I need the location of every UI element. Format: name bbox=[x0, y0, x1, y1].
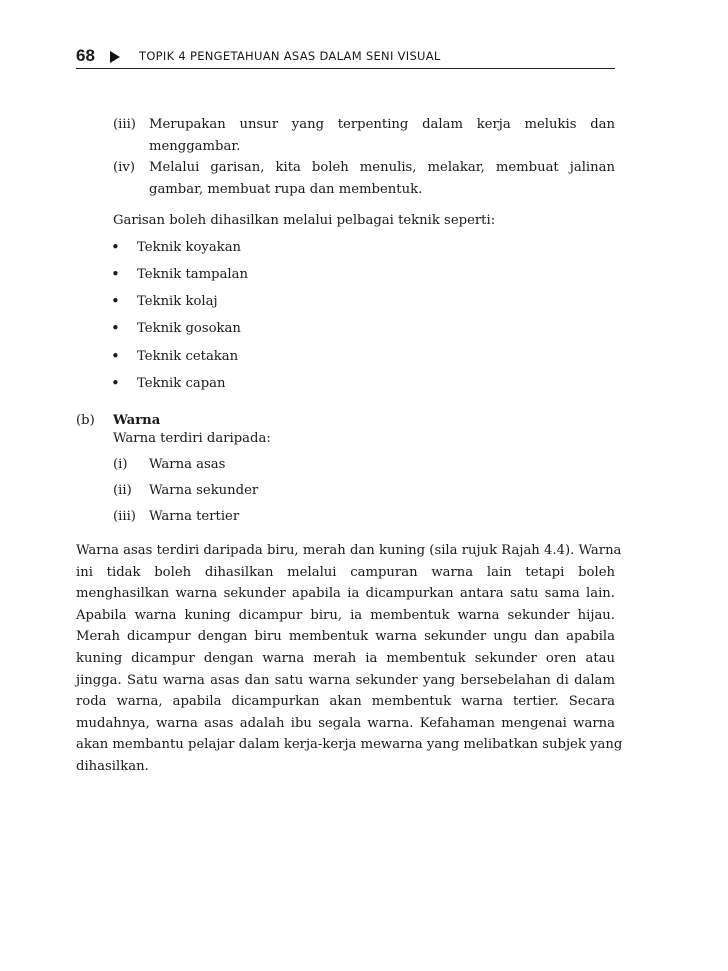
section-intro: Warna terdiri daripada: bbox=[113, 431, 271, 446]
garisan-intro: Garisan boleh dihasilkan melalui pelbagai teknik seperti: bbox=[113, 213, 496, 228]
paragraph-line: dihasilkan. bbox=[76, 758, 149, 774]
list-item: Teknik cetakan bbox=[137, 349, 239, 364]
paragraph-line: Apabila warna kuning dicampur biru, ia membentuk warna sekunder hijau. bbox=[76, 607, 615, 623]
list-item: Warna sekunder bbox=[149, 483, 259, 498]
bullet-icon: • bbox=[111, 347, 120, 365]
list-num: (ii) bbox=[113, 483, 132, 498]
list-num: (iii) bbox=[113, 509, 136, 524]
page-number: 68 bbox=[76, 46, 95, 65]
page-header bbox=[76, 44, 615, 69]
body-paragraph bbox=[76, 540, 623, 778]
list-item: Teknik gosokan bbox=[137, 321, 241, 336]
paragraph-line: roda warna, apabila dicampurkan akan membentuk warna tertier. Secara bbox=[76, 694, 615, 710]
paragraph-line: mudahnya, warna asas adalah ibu segala warna. Kefahaman mengenai warna bbox=[76, 715, 615, 731]
bullet-icon: • bbox=[111, 238, 120, 256]
running-title: TOPIK 4 PENGETAHUAN ASAS DALAM SENI VISUAL bbox=[139, 49, 441, 63]
bullet-icon: • bbox=[111, 319, 120, 337]
list-num: (iii) bbox=[113, 117, 136, 132]
list-num: (i) bbox=[113, 457, 128, 472]
paragraph-line: kuning dicampur dengan warna merah ia membentuk sekunder oren atau bbox=[76, 650, 615, 666]
paragraph-line: menghasilkan warna sekunder apabila ia dicampurkan antara satu sama lain. bbox=[76, 586, 615, 602]
list-num: (iv) bbox=[113, 160, 135, 175]
paragraph-line: Merah dicampur dengan biru membentuk warna sekunder ungu dan apabila bbox=[76, 629, 615, 645]
paragraph-line: jingga. Satu warna asas dan satu warna sekunder yang bersebelahan di dalam bbox=[76, 672, 615, 688]
list-item: Warna asas bbox=[149, 457, 226, 472]
list-text-line: Melalui garisan, kita boleh menulis, melakar, membuat jalinan bbox=[149, 160, 615, 175]
section-label: (b) bbox=[76, 413, 95, 428]
list-item: Teknik koyakan bbox=[137, 240, 242, 255]
list-text-line: Merupakan unsur yang terpenting dalam kerja melukis dan bbox=[149, 117, 615, 132]
list-text-line: gambar, membuat rupa dan membentuk. bbox=[149, 182, 423, 197]
paragraph-line: ini tidak boleh dihasilkan melalui campuran warna lain tetapi boleh bbox=[76, 564, 615, 580]
bullet-icon: • bbox=[111, 292, 120, 310]
section-title: Warna bbox=[113, 413, 161, 428]
list-item: Teknik tampalan bbox=[137, 267, 249, 282]
list-text-line: menggambar. bbox=[149, 139, 241, 154]
triangle-right-icon bbox=[110, 51, 120, 63]
paragraph-line: akan membantu pelajar dalam kerja-kerja mewarna yang melibatkan subjek yang bbox=[76, 737, 623, 753]
list-item: Teknik capan bbox=[137, 376, 226, 391]
bullet-icon: • bbox=[111, 374, 120, 392]
list-item: Warna tertier bbox=[149, 509, 240, 524]
bullet-icon: • bbox=[111, 265, 120, 283]
list-item: Teknik kolaj bbox=[137, 294, 218, 309]
paragraph-line: Warna asas terdiri daripada biru, merah dan kuning (sila rujuk Rajah 4.4). Warna bbox=[76, 543, 622, 558]
